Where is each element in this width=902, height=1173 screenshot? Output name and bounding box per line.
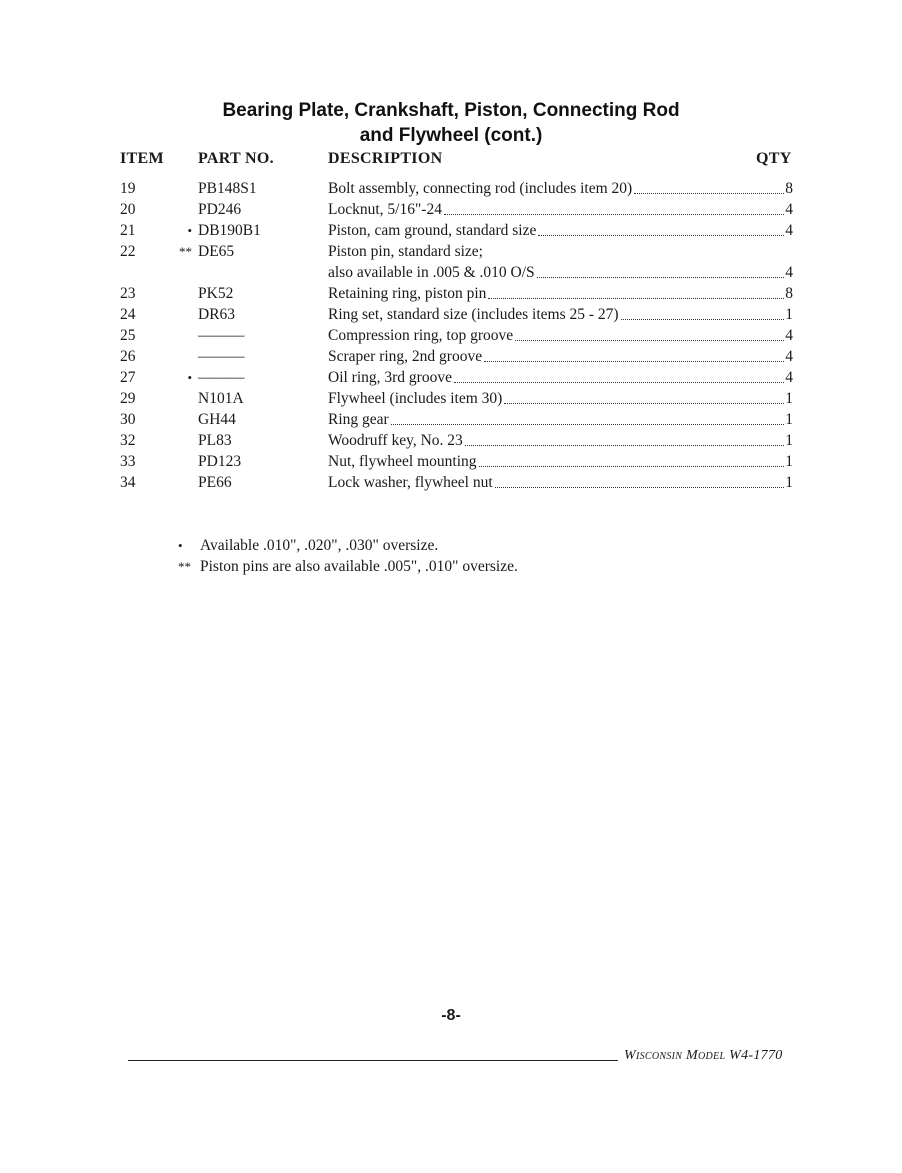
quantity: 1 [785, 411, 793, 428]
part-number: PE66 [198, 474, 232, 491]
description [328, 283, 793, 304]
dot-leader [537, 262, 785, 278]
part-number: DB190B1 [198, 222, 261, 239]
table-row [0, 430, 902, 451]
dot-leader [504, 388, 784, 404]
footnote-mark: ** [179, 244, 192, 259]
quantity: 4 [785, 201, 793, 218]
item-number: 33 [120, 453, 136, 470]
item-number: 32 [120, 432, 136, 449]
dot-leader [634, 178, 784, 194]
description-text: Woodruff key, No. 23 [328, 432, 463, 449]
quantity: 4 [785, 264, 793, 281]
header-description: DESCRIPTION [328, 150, 443, 167]
footnote-text: Piston pins are also available .005", .010" oversize. [200, 558, 518, 575]
quantity: 1 [785, 306, 793, 323]
table-row [0, 409, 902, 430]
quantity: 4 [785, 348, 793, 365]
description [328, 346, 793, 367]
page-number: -8- [441, 1007, 461, 1024]
item-number: 24 [120, 306, 136, 323]
item-number: 21 [120, 222, 136, 239]
description [328, 304, 793, 325]
quantity: 8 [785, 180, 793, 197]
description [328, 472, 793, 493]
table-row [0, 220, 902, 241]
item-number: 30 [120, 411, 136, 428]
table-row [0, 325, 902, 346]
description-text: Piston pin, standard size; [328, 243, 483, 260]
item-number: 29 [120, 390, 136, 407]
table-row [0, 346, 902, 367]
dot-leader [465, 430, 784, 446]
description-text: Piston, cam ground, standard size [328, 222, 537, 239]
footnote-mark: • [178, 538, 183, 553]
footnotes [178, 535, 518, 577]
quantity: 1 [785, 453, 793, 470]
table-row [0, 472, 902, 493]
footer-model: Wisconsin Model W4-1770 [624, 1048, 783, 1063]
description [328, 178, 793, 199]
table-row [0, 283, 902, 304]
description [328, 430, 793, 451]
footnote [178, 556, 518, 577]
dot-leader [391, 409, 785, 425]
description-text: Scraper ring, 2nd groove [328, 348, 483, 365]
part-number: PK52 [198, 285, 234, 302]
part-number: PD246 [198, 201, 242, 218]
table-row [0, 388, 902, 409]
part-number: DR63 [198, 306, 236, 323]
part-number: PD123 [198, 453, 242, 470]
footer-rule [128, 1060, 618, 1061]
description [328, 451, 793, 472]
footnote [178, 535, 518, 556]
quantity: 1 [785, 474, 793, 491]
description-text: Locknut, 5/16"-24 [328, 201, 442, 218]
description-text: Nut, flywheel mounting [328, 453, 477, 470]
description-text: also available in .005 & .010 O/S [328, 264, 535, 281]
dot-leader [538, 220, 784, 236]
description-text: Ring gear [328, 411, 389, 428]
footnote-text: Available .010", .020", .030" oversize. [200, 537, 439, 554]
dot-leader [515, 325, 784, 341]
description-text: Retaining ring, piston pin [328, 285, 487, 302]
dot-leader [495, 472, 785, 488]
part-number: ——— [198, 369, 245, 386]
table-row [0, 304, 902, 325]
description [328, 367, 793, 388]
item-number: 25 [120, 327, 136, 344]
quantity: 4 [785, 369, 793, 386]
table-row-continued [0, 262, 902, 283]
header-part: PART NO. [198, 150, 274, 167]
part-number: N101A [198, 390, 244, 407]
part-number: PL83 [198, 432, 232, 449]
item-number: 20 [120, 201, 136, 218]
quantity: 1 [785, 432, 793, 449]
part-number: PB148S1 [198, 180, 257, 197]
footnote-mark: • [187, 370, 192, 385]
quantity: 4 [785, 222, 793, 239]
description-text: Ring set, standard size (includes items 25 - 27) [328, 306, 619, 323]
item-number: 26 [120, 348, 136, 365]
quantity: 4 [785, 327, 793, 344]
part-number: DE65 [198, 243, 235, 260]
description-text: Compression ring, top groove [328, 327, 514, 344]
description-text: Oil ring, 3rd groove [328, 369, 452, 386]
dot-leader [488, 283, 784, 299]
item-number: 27 [120, 369, 136, 386]
parts-list [0, 178, 902, 493]
part-number: GH44 [198, 411, 236, 428]
description [328, 409, 793, 430]
description [328, 325, 793, 346]
description-text: Lock washer, flywheel nut [328, 474, 493, 491]
dot-leader [621, 304, 785, 320]
dot-leader [484, 346, 784, 362]
part-number: ——— [198, 348, 245, 365]
description-text: Flywheel (includes item 30) [328, 390, 503, 407]
description [328, 241, 793, 262]
footnote-mark: • [187, 223, 192, 238]
description [328, 388, 793, 409]
dot-leader [444, 199, 784, 215]
footnote-mark: ** [178, 559, 191, 574]
table-row [0, 367, 902, 388]
item-number: 34 [120, 474, 136, 491]
item-number: 23 [120, 285, 136, 302]
quantity: 8 [785, 285, 793, 302]
item-number: 19 [120, 180, 136, 197]
dot-leader [454, 367, 784, 383]
table-row [0, 451, 902, 472]
quantity: 1 [785, 390, 793, 407]
description-text: Bolt assembly, connecting rod (includes item 20) [328, 180, 633, 197]
title-line-1: Bearing Plate, Crankshaft, Piston, Connecting Rod [222, 100, 680, 121]
table-row [0, 199, 902, 220]
header-qty: QTY [756, 150, 792, 167]
description [328, 262, 793, 283]
dot-leader [479, 451, 785, 467]
part-number: ——— [198, 327, 245, 344]
item-number: 22 [120, 243, 136, 260]
description [328, 220, 793, 241]
table-row [0, 178, 902, 199]
description [328, 199, 793, 220]
title-line-2: and Flywheel (cont.) [359, 125, 543, 146]
header-item: ITEM [120, 150, 164, 167]
table-row [0, 241, 902, 262]
